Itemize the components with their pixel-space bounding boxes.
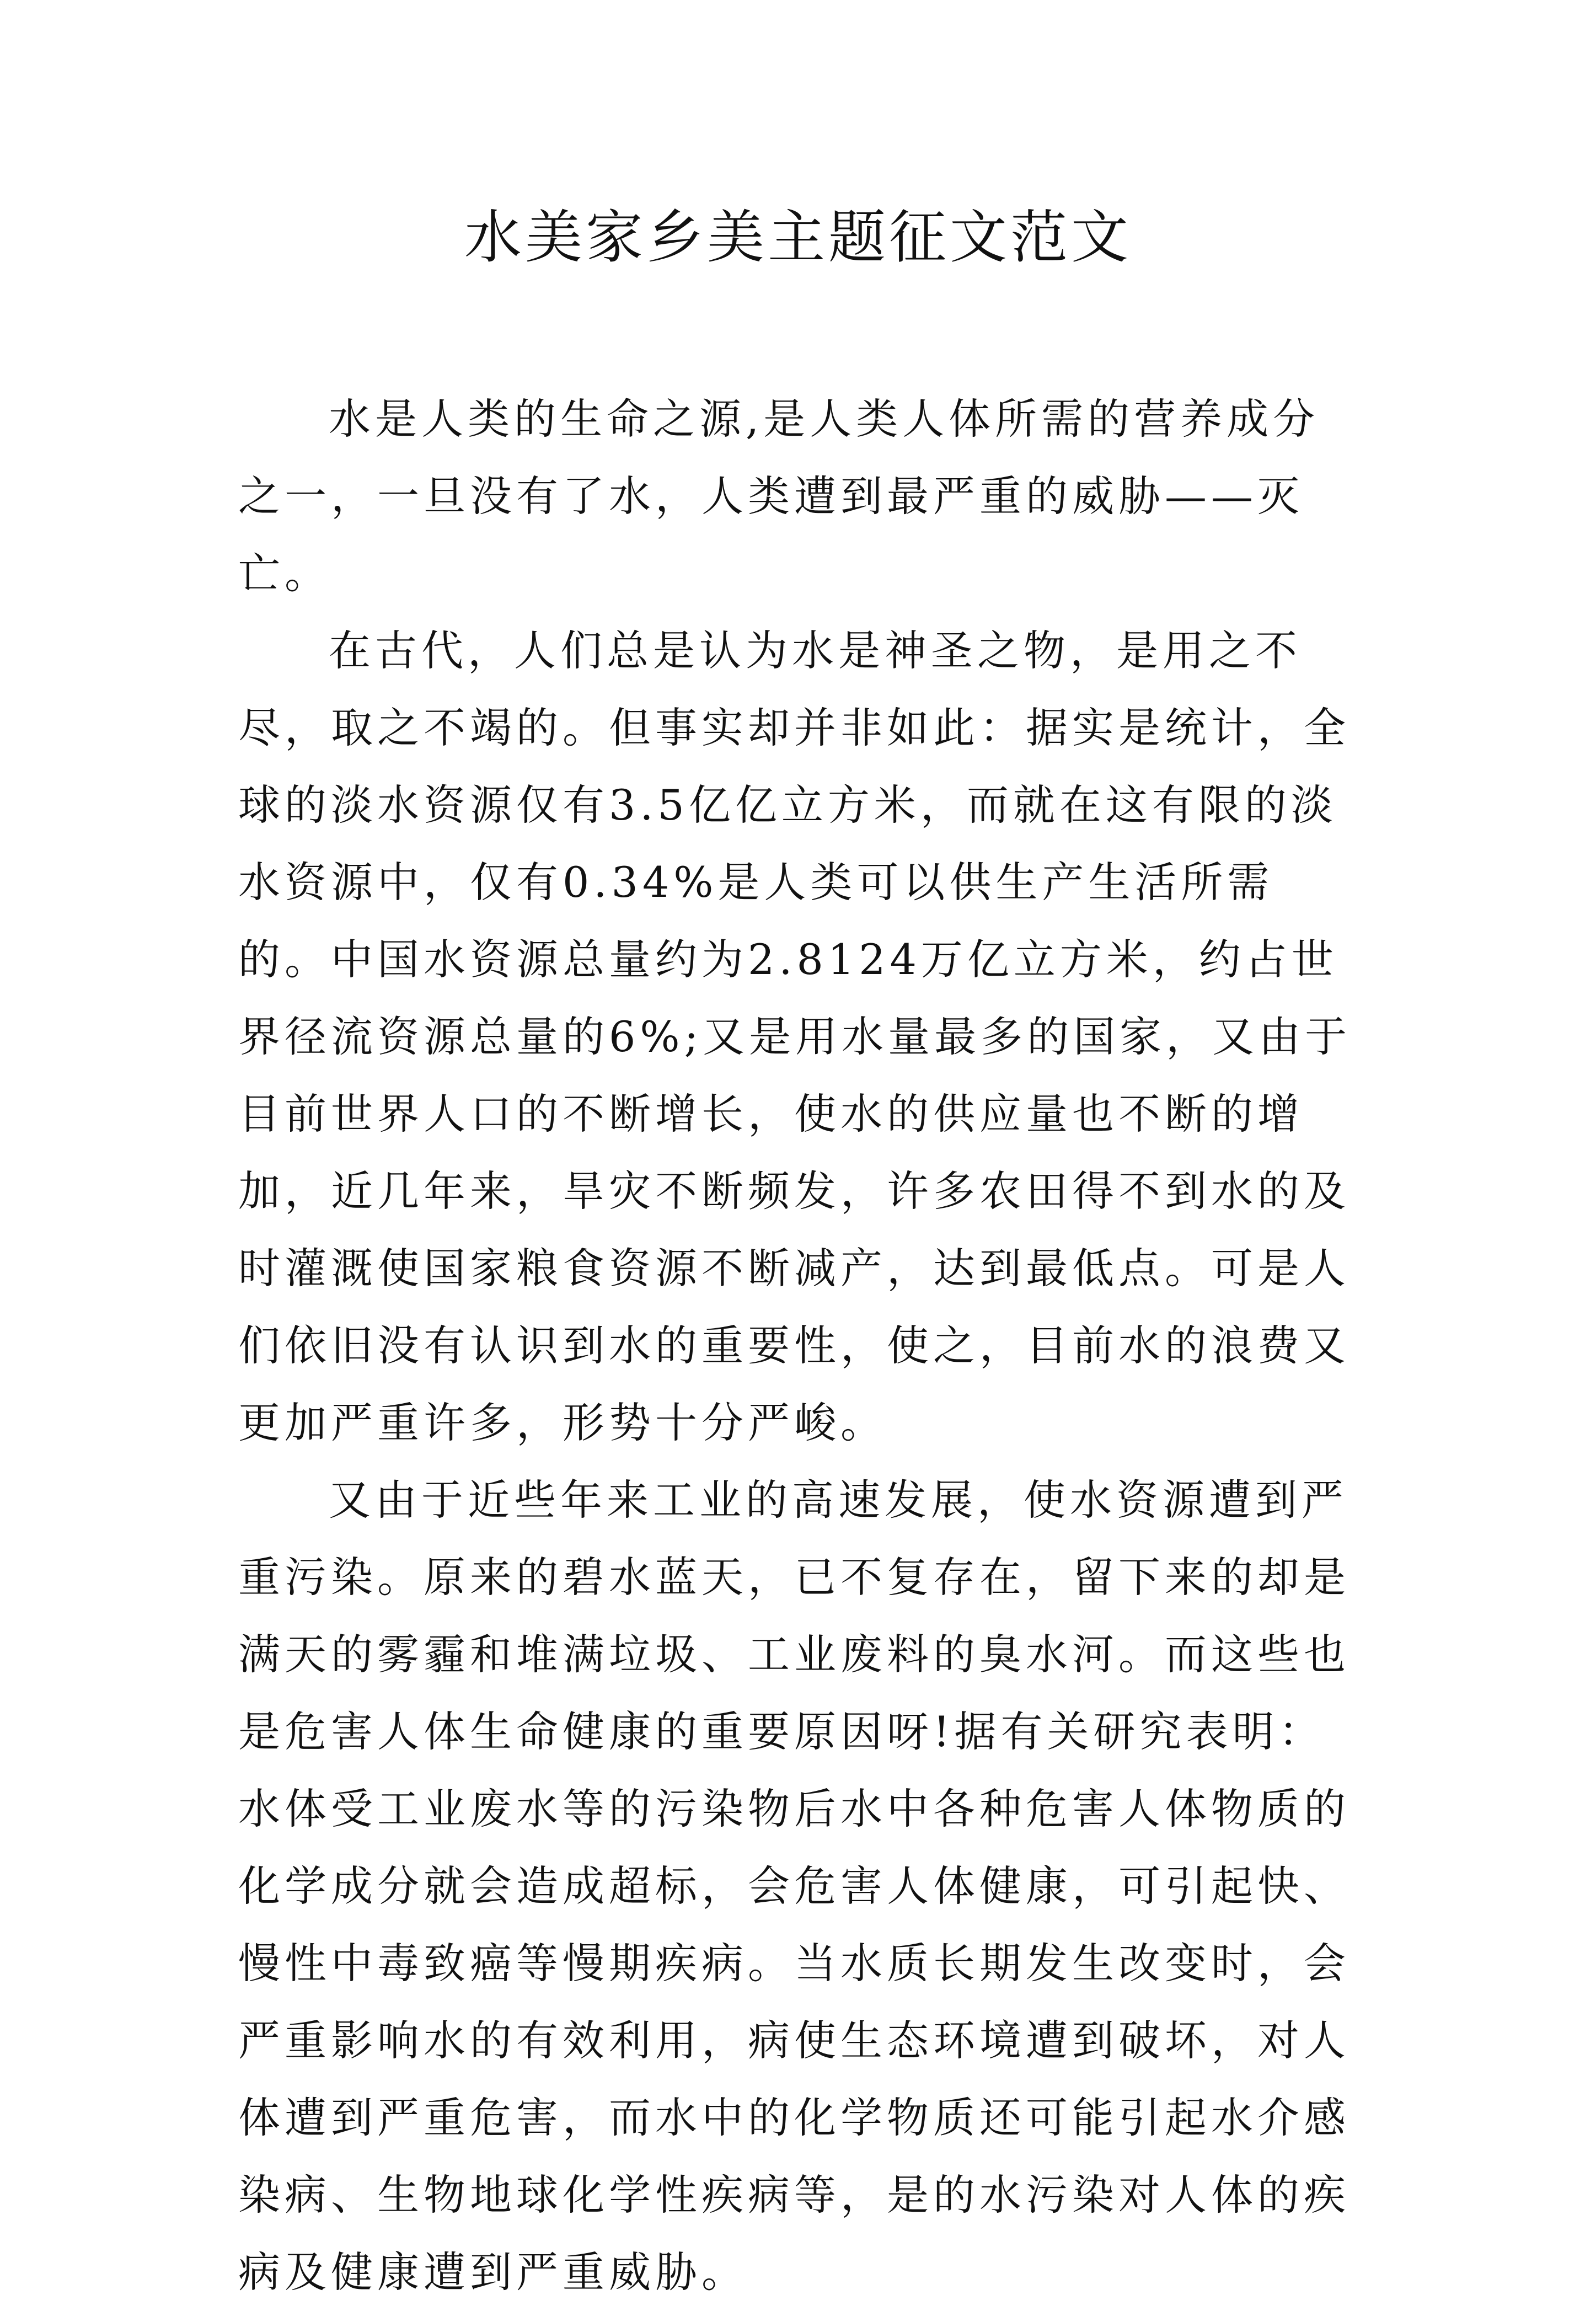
paragraph-3: 又由于近些年来工业的高速发展，使水资源遭到严重污染。原来的碧水蓝天，已不复存在，留下来的却是满天的雾霾和堆满垃圾、工业废料的臭水河。而这些也是危害人体生命健康的重要原因呀!据有关研究表明：水体受工业废水等的污染物后水中各种危害人体物质的化学成分就会造成超标，会危害人体健康，可引起快、慢性中毒致癌等慢期疾病。当水质长期发生改变时，会严重影响水的有效利用，病使生态环境遭到破坏，对人体遭到严重危害，而水中的化学物质还可能引起水介感染病、生物地球化学性疾病等，是的水污染对人体的疾病及健康遭到严重威胁。 [238,1475,1350,2297]
document-title: 水美家乡美主题征文范文 [464,204,1132,271]
paragraph-2: 在古代，人们总是认为水是神圣之物，是用之不尽，取之不竭的。但事实却并非如此：据实是统计，全球的淡水资源仅有3.5亿亿立方米，而就在这有限的淡水资源中，仅有0.34%是人类可以供生产生活所需的。中国水资源总量约为2.8124万亿立方米，约占世界径流资源总量的6%;又是用水量最多的国家，又由于目前世界人口的不断增长，使水的供应量也不断的增加，近几年来，旱灾不断频发，许多农田得不到水的及时灌溉使国家粮食资源不断减产，达到最低点。可是人们依旧没有认识到水的重要性，使之，目前水的浪费又更加严重许多，形势十分严峻。 [238,626,1352,1447]
paragraph-1: 水是人类的生命之源,是人类人体所需的营养成分之一，一旦没有了水，人类遭到最严重的威胁——灭亡。 [238,394,1320,598]
document-body [238,381,1358,2311]
